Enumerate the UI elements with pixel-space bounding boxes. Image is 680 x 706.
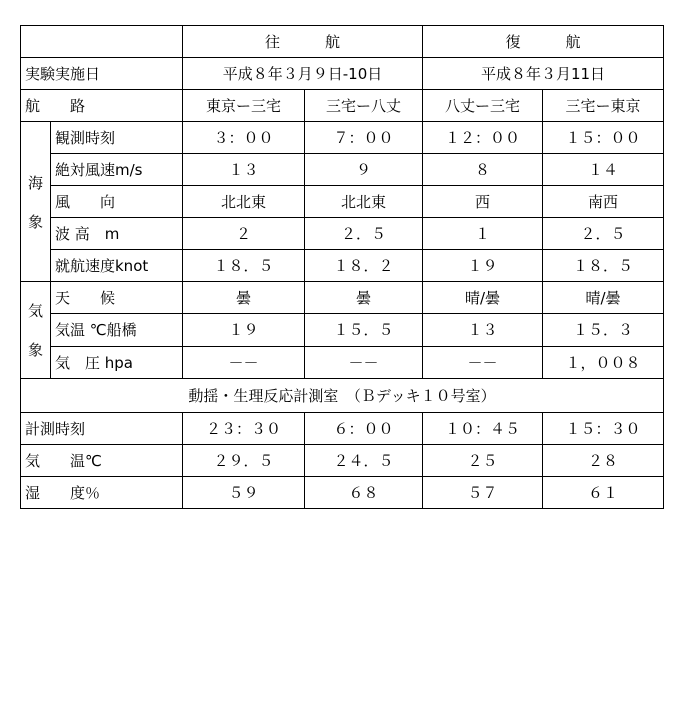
measure-row: [21, 445, 664, 477]
value-cell: ７：００: [305, 122, 423, 154]
value-cell: 曇: [183, 282, 305, 314]
value-cell: １５．５: [305, 314, 423, 346]
row-label: 気温 ℃船橋: [51, 314, 183, 346]
value-cell: ２３：３０: [183, 413, 305, 445]
value-cell: ６１: [543, 477, 664, 509]
group-char: 象: [27, 212, 43, 231]
value-cell: ２５: [423, 445, 543, 477]
value-cell: １３: [423, 314, 543, 346]
value-cell: １４: [543, 154, 664, 186]
value-cell: 晴/曇: [543, 282, 664, 314]
value-cell: －－: [183, 346, 305, 378]
value-cell: ２．５: [305, 218, 423, 250]
value-cell: 曇: [305, 282, 423, 314]
outbound-header: 往 航: [183, 26, 423, 58]
value-cell: ３：００: [183, 122, 305, 154]
value-cell: 北北東: [183, 186, 305, 218]
group-char: 海: [27, 173, 43, 192]
weather-row: [21, 346, 664, 378]
weather-row: [21, 282, 664, 314]
sea-row: [21, 154, 664, 186]
return-date: 平成８年３月11日: [423, 58, 664, 90]
measure-row: [21, 413, 664, 445]
value-cell: ６８: [305, 477, 423, 509]
value-cell: 西: [423, 186, 543, 218]
value-cell: ２９．５: [183, 445, 305, 477]
value-cell: ２: [183, 218, 305, 250]
outbound-date: 平成８年３月９日-10日: [183, 58, 423, 90]
header-row: [21, 26, 664, 58]
row-label: 風 向: [51, 186, 183, 218]
route-cell: 東京ー三宅: [183, 90, 305, 122]
value-cell: １５：３０: [543, 413, 664, 445]
date-row: [21, 58, 664, 90]
experiment-conditions-table: [20, 25, 664, 509]
value-cell: １，００８: [543, 346, 664, 378]
section-row: [21, 379, 664, 413]
value-cell: １９: [183, 314, 305, 346]
row-label: 天 候: [51, 282, 183, 314]
value-cell: ２８: [543, 445, 664, 477]
row-label: 観測時刻: [51, 122, 183, 154]
row-label: 航 路: [21, 90, 183, 122]
value-cell: －－: [305, 346, 423, 378]
value-cell: １３: [183, 154, 305, 186]
sea-row: [21, 186, 664, 218]
value-cell: １８．５: [543, 250, 664, 282]
corner-cell: [21, 26, 183, 58]
value-cell: １５．３: [543, 314, 664, 346]
route-row: [21, 90, 664, 122]
measure-row: [21, 477, 664, 509]
value-cell: １: [423, 218, 543, 250]
sea-row: [21, 250, 664, 282]
sea-row: [21, 218, 664, 250]
value-cell: １８．２: [305, 250, 423, 282]
row-label: 計測時刻: [21, 413, 183, 445]
value-cell: 晴/曇: [423, 282, 543, 314]
row-label: 絶対風速m/s: [51, 154, 183, 186]
value-cell: １２：００: [423, 122, 543, 154]
row-label: 気 温℃: [21, 445, 183, 477]
value-cell: １８．５: [183, 250, 305, 282]
weather-row: [21, 314, 664, 346]
value-cell: ９: [305, 154, 423, 186]
route-cell: 三宅ー東京: [543, 90, 664, 122]
route-cell: 三宅ー八丈: [305, 90, 423, 122]
value-cell: １９: [423, 250, 543, 282]
sea-row: [21, 122, 664, 154]
value-cell: ５７: [423, 477, 543, 509]
group-char: 気: [27, 302, 43, 320]
value-cell: 南西: [543, 186, 664, 218]
row-label: 湿 度％: [21, 477, 183, 509]
sea-group-label: [21, 122, 51, 282]
row-label: 就航速度knot: [51, 250, 183, 282]
value-cell: ２４．５: [305, 445, 423, 477]
row-label: 波 高 m: [51, 218, 183, 250]
section-title: 動揺・生理反応計測室 （Ｂデッキ１０号室）: [21, 379, 664, 413]
value-cell: ６：００: [305, 413, 423, 445]
route-cell: 八丈ー三宅: [423, 90, 543, 122]
value-cell: ２．５: [543, 218, 664, 250]
weather-group-label: [21, 282, 51, 379]
row-label: 実験実施日: [21, 58, 183, 90]
value-cell: ８: [423, 154, 543, 186]
group-char: 象: [27, 341, 43, 359]
value-cell: 北北東: [305, 186, 423, 218]
row-label: 気 圧 hpa: [51, 346, 183, 378]
value-cell: －－: [423, 346, 543, 378]
return-header: 復 航: [423, 26, 664, 58]
value-cell: ５９: [183, 477, 305, 509]
value-cell: １５：００: [543, 122, 664, 154]
value-cell: １０：４５: [423, 413, 543, 445]
